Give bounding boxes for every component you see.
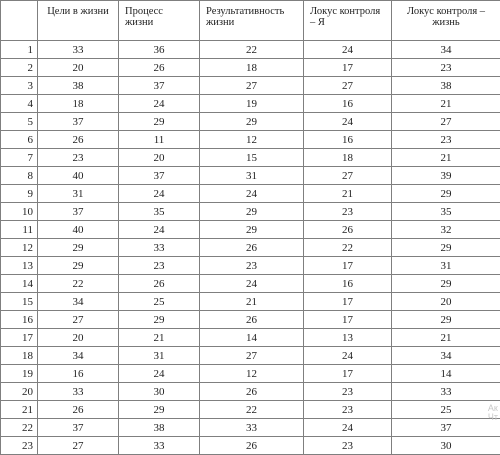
- table-cell: 33: [200, 419, 304, 437]
- table-cell: 26: [200, 437, 304, 455]
- row-index-cell: 7: [1, 149, 38, 167]
- table-cell: 34: [38, 347, 119, 365]
- table-cell: 22: [304, 239, 392, 257]
- table-cell: 37: [392, 419, 500, 437]
- table-cell: 26: [38, 401, 119, 419]
- table-cell: 16: [38, 365, 119, 383]
- table-cell: 29: [392, 239, 500, 257]
- row-index-cell: 11: [1, 221, 38, 239]
- table-cell: 37: [119, 167, 200, 185]
- table-cell: 27: [200, 77, 304, 95]
- table-cell: 24: [119, 95, 200, 113]
- table-cell: 20: [38, 59, 119, 77]
- table-cell: 26: [200, 239, 304, 257]
- table-cell: 24: [304, 41, 392, 59]
- row-index-cell: 3: [1, 77, 38, 95]
- table-row: [1, 203, 500, 221]
- table-cell: 22: [200, 41, 304, 59]
- table-cell: 14: [200, 329, 304, 347]
- table-cell: 15: [200, 149, 304, 167]
- table-cell: 18: [200, 59, 304, 77]
- table-cell: 27: [38, 311, 119, 329]
- table-cell: 23: [304, 383, 392, 401]
- row-index-cell: 15: [1, 293, 38, 311]
- table-cell: 27: [392, 113, 500, 131]
- table-row: [1, 419, 500, 437]
- table-cell: 25: [392, 401, 500, 419]
- header-cell-locus-self: Локус контроля – Я: [304, 1, 392, 41]
- header-cell-life-goals: Цели в жизни: [38, 1, 119, 41]
- table-cell: 38: [38, 77, 119, 95]
- table-row: [1, 113, 500, 131]
- table-cell: 26: [38, 131, 119, 149]
- table-cell: 29: [119, 311, 200, 329]
- table-cell: 29: [119, 113, 200, 131]
- table-row: [1, 347, 500, 365]
- table-row: [1, 239, 500, 257]
- table-cell: 20: [392, 293, 500, 311]
- table-cell: 16: [304, 95, 392, 113]
- table-row: [1, 437, 500, 455]
- table-cell: 33: [38, 41, 119, 59]
- table-cell: 32: [392, 221, 500, 239]
- table-row: [1, 95, 500, 113]
- table-cell: 17: [304, 365, 392, 383]
- header-row: [1, 1, 500, 41]
- table-cell: 16: [304, 131, 392, 149]
- row-index-cell: 21: [1, 401, 38, 419]
- table-cell: 17: [304, 311, 392, 329]
- table-cell: 23: [38, 149, 119, 167]
- table-cell: 19: [200, 95, 304, 113]
- table-cell: 12: [200, 365, 304, 383]
- table-cell: 29: [200, 221, 304, 239]
- table-cell: 14: [392, 365, 500, 383]
- table-cell: 12: [200, 131, 304, 149]
- table-cell: 24: [304, 419, 392, 437]
- table-row: [1, 221, 500, 239]
- table-cell: 16: [304, 275, 392, 293]
- table-cell: 26: [200, 383, 304, 401]
- table-cell: 37: [38, 203, 119, 221]
- row-index-cell: 9: [1, 185, 38, 203]
- table-cell: 31: [392, 257, 500, 275]
- table-cell: 23: [304, 401, 392, 419]
- table-cell: 29: [119, 401, 200, 419]
- table-body: [1, 41, 500, 455]
- table-row: [1, 59, 500, 77]
- table-cell: 33: [38, 383, 119, 401]
- table-cell: 25: [119, 293, 200, 311]
- table-cell: 21: [200, 293, 304, 311]
- table-row: [1, 275, 500, 293]
- header-cell-index: [1, 1, 38, 41]
- table-cell: 37: [38, 113, 119, 131]
- table-cell: 27: [304, 77, 392, 95]
- table-cell: 23: [200, 257, 304, 275]
- table-cell: 35: [119, 203, 200, 221]
- table-cell: 31: [119, 347, 200, 365]
- table-row: [1, 257, 500, 275]
- table-row: [1, 293, 500, 311]
- table-cell: 31: [38, 185, 119, 203]
- table-row: [1, 167, 500, 185]
- table-row: [1, 131, 500, 149]
- row-index-cell: 18: [1, 347, 38, 365]
- table-row: [1, 383, 500, 401]
- row-index-cell: 12: [1, 239, 38, 257]
- row-index-cell: 16: [1, 311, 38, 329]
- table-cell: 39: [392, 167, 500, 185]
- table-row: [1, 149, 500, 167]
- header-cell-locus-life: Локус контроля – жизнь: [392, 1, 500, 41]
- table-cell: 23: [304, 437, 392, 455]
- table-cell: 17: [304, 293, 392, 311]
- table-row: [1, 185, 500, 203]
- table-cell: 23: [119, 257, 200, 275]
- row-index-cell: 2: [1, 59, 38, 77]
- table-cell: 21: [392, 149, 500, 167]
- table-cell: 36: [119, 41, 200, 59]
- table-cell: 30: [392, 437, 500, 455]
- table-cell: 23: [392, 131, 500, 149]
- table-cell: 27: [200, 347, 304, 365]
- row-index-cell: 1: [1, 41, 38, 59]
- row-index-cell: 8: [1, 167, 38, 185]
- table-cell: 37: [38, 419, 119, 437]
- table-cell: 38: [392, 77, 500, 95]
- table-cell: 29: [38, 257, 119, 275]
- table-cell: 29: [392, 185, 500, 203]
- table-cell: 37: [119, 77, 200, 95]
- table-row: [1, 401, 500, 419]
- row-index-cell: 6: [1, 131, 38, 149]
- table-cell: 24: [119, 365, 200, 383]
- table-cell: 38: [119, 419, 200, 437]
- table-cell: 24: [200, 275, 304, 293]
- table-cell: 22: [38, 275, 119, 293]
- row-index-cell: 17: [1, 329, 38, 347]
- table-cell: 29: [38, 239, 119, 257]
- row-index-cell: 23: [1, 437, 38, 455]
- table-cell: 24: [119, 185, 200, 203]
- table-cell: 11: [119, 131, 200, 149]
- table-cell: 33: [119, 239, 200, 257]
- table-cell: 26: [304, 221, 392, 239]
- table-cell: 26: [119, 275, 200, 293]
- table-cell: 21: [392, 95, 500, 113]
- header-cell-life-result: Результативность жизни: [200, 1, 304, 41]
- table-cell: 26: [200, 311, 304, 329]
- row-index-cell: 5: [1, 113, 38, 131]
- table-header: [1, 1, 500, 41]
- table-cell: 21: [392, 329, 500, 347]
- table-cell: 24: [119, 221, 200, 239]
- row-index-cell: 13: [1, 257, 38, 275]
- table-cell: 27: [38, 437, 119, 455]
- row-index-cell: 19: [1, 365, 38, 383]
- table-cell: 29: [200, 113, 304, 131]
- table-cell: 40: [38, 167, 119, 185]
- table-cell: 22: [200, 401, 304, 419]
- table-row: [1, 41, 500, 59]
- table-cell: 33: [119, 437, 200, 455]
- table-cell: 20: [38, 329, 119, 347]
- watermark-text: Ак Чт: [488, 404, 498, 422]
- table-cell: 23: [392, 59, 500, 77]
- table-cell: 34: [392, 347, 500, 365]
- table-cell: 17: [304, 59, 392, 77]
- table-row: [1, 329, 500, 347]
- table-cell: 35: [392, 203, 500, 221]
- table-cell: 26: [119, 59, 200, 77]
- row-index-cell: 10: [1, 203, 38, 221]
- table-cell: 29: [200, 203, 304, 221]
- table-cell: 29: [392, 275, 500, 293]
- row-index-cell: 4: [1, 95, 38, 113]
- table-cell: 24: [304, 113, 392, 131]
- table-cell: 40: [38, 221, 119, 239]
- table-cell: 30: [119, 383, 200, 401]
- table-cell: 21: [304, 185, 392, 203]
- row-index-cell: 14: [1, 275, 38, 293]
- table-row: [1, 77, 500, 95]
- row-index-cell: 20: [1, 383, 38, 401]
- table-cell: 23: [304, 203, 392, 221]
- table-cell: 18: [304, 149, 392, 167]
- table-cell: 31: [200, 167, 304, 185]
- table-cell: 29: [392, 311, 500, 329]
- table-cell: 21: [119, 329, 200, 347]
- table-cell: 20: [119, 149, 200, 167]
- table-cell: 34: [38, 293, 119, 311]
- table-cell: 17: [304, 257, 392, 275]
- table-row: [1, 311, 500, 329]
- table-cell: 24: [200, 185, 304, 203]
- table-cell: 24: [304, 347, 392, 365]
- table-cell: 34: [392, 41, 500, 59]
- header-cell-life-process: Процесс жизни: [119, 1, 200, 41]
- table-cell: 33: [392, 383, 500, 401]
- row-index-cell: 22: [1, 419, 38, 437]
- table-cell: 27: [304, 167, 392, 185]
- table-cell: 13: [304, 329, 392, 347]
- table-row: [1, 365, 500, 383]
- table-cell: 18: [38, 95, 119, 113]
